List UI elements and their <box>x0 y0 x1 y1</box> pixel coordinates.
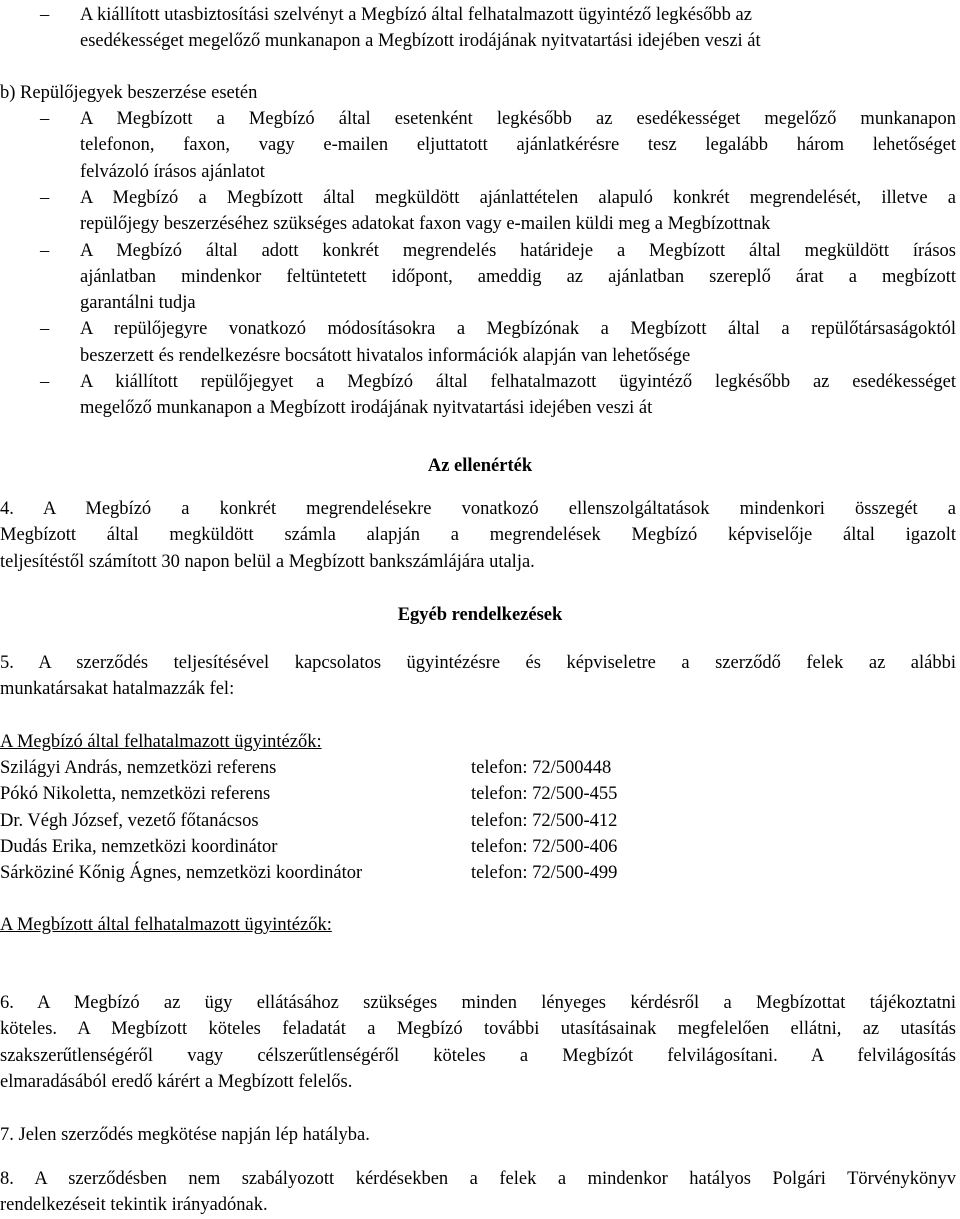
bullet-dash: – <box>40 187 50 208</box>
bullet-line: megelőző munkanapon a Megbízott irodájának nyitvatartási idejében veszi át <box>80 398 653 419</box>
section-title-ellenertek: Az ellenérték <box>427 456 533 476</box>
paragraph-line: köteles. A Megbízott köteles feladatát a Megbízó további utasításainak megfelelően ellátni, az utasítás <box>0 1019 956 1040</box>
contact-phone: telefon: 72/500-406 <box>471 836 618 857</box>
megbizo-contacts-heading: A Megbízó által felhatalmazott ügyintézők: <box>0 732 322 752</box>
contact-name: Sárköziné Kőnig Ágnes, nemzetközi koordinátor <box>0 863 363 884</box>
contact-phone: telefon: 72/500-499 <box>471 863 618 884</box>
paragraph-line: 5. A szerződés teljesítésével kapcsolatos ügyintézésre és képviseletre a szerződő felek az alábbi <box>0 653 956 673</box>
bullet-line: A kiállított utasbiztosítási szelvényt a Megbízó által felhatalmazott ügyintéző legkésőbb az <box>80 5 752 25</box>
contact-name: Pókó Nikoletta, nemzetközi referens <box>0 784 271 805</box>
bullet-line: beszerzett és rendelkezésre bocsátott hivatalos információk alapján van lehetősége <box>80 345 691 366</box>
bullet-dash: – <box>40 240 50 261</box>
section-title-egyeb: Egyéb rendelkezések <box>397 605 563 625</box>
bullet-line: A Megbízó a Megbízott által megküldött ajánlattételen alapuló konkrét megrendelését, illetve a <box>80 187 956 208</box>
bullet-line: A kiállított repülőjegyet a Megbízó által felhatalmazott ügyintéző legkésőbb az esedékességet <box>80 372 956 392</box>
bullet-dash: – <box>40 109 50 129</box>
paragraph-line: szakszerűtlenségéről vagy célszerűtlenségéről köteles a Megbízót felvilágosítani. A felvilágosítás <box>0 1045 956 1066</box>
contact-phone: telefon: 72/500-455 <box>471 784 618 805</box>
bullet-dash: – <box>40 372 50 392</box>
contact-phone: telefon: 72/500-412 <box>471 810 618 831</box>
contact-name: Szilágyi András, nemzetközi referens <box>0 758 277 778</box>
bullet-line: garantálni tudja <box>80 293 196 314</box>
contact-name: Dr. Végh József, vezető főtanácsos <box>0 810 259 831</box>
bullet-dash: – <box>40 319 50 340</box>
section-b-heading: b) Repülőjegyek beszerzése esetén <box>0 83 258 103</box>
paragraph-line: teljesítéstől számított 30 napon belül a Megbízott bankszámlájára utalja. <box>0 551 535 572</box>
paragraph-line: 4. A Megbízó a konkrét megrendelésekre vonatkozó ellenszolgáltatások mindenkori összegét a <box>0 499 956 519</box>
bullet-line: ajánlatban mindenkor feltüntetett időpont, ameddig az ajánlatban szereplő árat a megbízott <box>80 266 956 287</box>
paragraph-line: 6. A Megbízó az ügy ellátásához szükséges minden lényeges kérdésről a Megbízottat tájékoztatni <box>0 993 956 1013</box>
paragraph-line: rendelkezéseit tekintik irányadónak. <box>0 1195 268 1216</box>
bullet-dash: – <box>40 5 50 25</box>
contact-phone: telefon: 72/500448 <box>471 758 612 778</box>
bullet-line: A Megbízó által adott konkrét megrendelés határideje a Megbízott által megküldött írásos <box>80 240 956 261</box>
paragraph-line: elmaradásából eredő kárért a Megbízott felelős. <box>0 1071 353 1092</box>
paragraph-line: Megbízott által megküldött számla alapján a megrendelések Megbízó képviselője által igazolt <box>0 525 956 546</box>
bullet-line: A Megbízott a Megbízó által esetenként legkésőbb az esedékességet megelőző munkanapon <box>80 109 956 129</box>
bullet-line: esedékességet megelőző munkanapon a Megbízott irodájának nyitvatartási idejében veszi át <box>80 31 761 51</box>
bullet-line: telefonon, faxon, vagy e-mailen eljuttatott ajánlatkérésre tesz legalább három lehetőséget <box>80 135 956 156</box>
contact-name: Dudás Erika, nemzetközi koordinátor <box>0 836 278 857</box>
paragraph-line: munkatársakat hatalmazzák fel: <box>0 679 235 700</box>
bullet-line: repülőjegy beszerzéséhez szükséges adatokat faxon vagy e-mailen küldi meg a Megbízottnak <box>80 214 771 235</box>
megbizott-contacts-heading: A Megbízott által felhatalmazott ügyintézők: <box>0 915 332 935</box>
paragraph-line: 8. A szerződésben nem szabályozott kérdésekben a felek a mindenkor hatályos Polgári Törvénykönyv <box>0 1169 956 1189</box>
bullet-line: A repülőjegyre vonatkozó módosításokra a Megbízónak a Megbízott által a repülőtársaságoktól <box>80 319 956 340</box>
paragraph-7: 7. Jelen szerződés megkötése napján lép hatályba. <box>0 1125 370 1145</box>
bullet-line: felvázoló írásos ajánlatot <box>80 161 265 182</box>
